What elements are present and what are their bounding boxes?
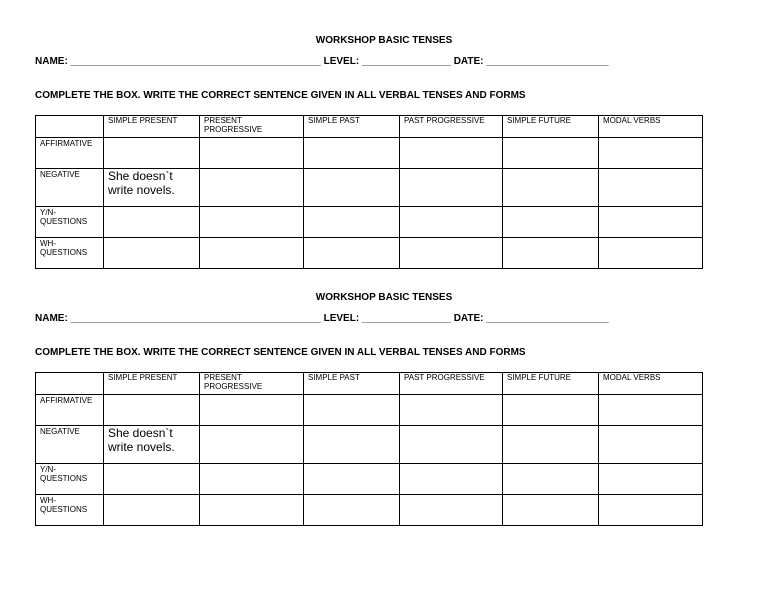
row-label: AFFIRMATIVE [36, 138, 104, 169]
table-row [36, 495, 703, 526]
column-header: SIMPLE FUTURE [503, 116, 599, 138]
answer-cell[interactable] [200, 395, 304, 426]
answer-cell[interactable] [400, 495, 503, 526]
tenses-table [35, 372, 703, 526]
table-row [36, 395, 703, 426]
answer-cell[interactable] [304, 426, 400, 464]
row-label: NEGATIVE [36, 169, 104, 207]
row-label: Y/N- QUESTIONS [36, 207, 104, 238]
column-header: PRESENT PROGRESSIVE [200, 116, 304, 138]
worksheet-title: WORKSHOP BASIC TENSES [315, 35, 453, 46]
tenses-table [35, 115, 703, 269]
table-row [36, 464, 703, 495]
row-label: AFFIRMATIVE [36, 395, 104, 426]
table-row [36, 207, 703, 238]
answer-cell[interactable] [304, 395, 400, 426]
instruction-text: COMPLETE THE BOX. WRITE THE CORRECT SENTENCE GIVEN IN ALL VERBAL TENSES AND FORMS [35, 347, 526, 358]
answer-cell[interactable] [503, 464, 599, 495]
answer-cell[interactable] [400, 395, 503, 426]
answer-cell[interactable] [200, 426, 304, 464]
worksheet-2 [0, 257, 768, 514]
header-row [36, 373, 703, 395]
answer-cell[interactable] [104, 207, 200, 238]
answer-cell[interactable] [599, 207, 703, 238]
corner-cell [36, 116, 104, 138]
answer-cell[interactable] [304, 495, 400, 526]
column-header: SIMPLE PAST [304, 116, 400, 138]
answer-cell[interactable] [599, 138, 703, 169]
answer-cell[interactable] [304, 207, 400, 238]
answer-cell[interactable] [104, 138, 200, 169]
answer-cell[interactable] [304, 464, 400, 495]
answer-cell[interactable] [503, 395, 599, 426]
answer-cell[interactable] [304, 169, 400, 207]
answer-cell[interactable] [200, 495, 304, 526]
row-label: Y/N- QUESTIONS [36, 464, 104, 495]
worksheet-title: WORKSHOP BASIC TENSES [315, 292, 453, 303]
answer-cell[interactable] [599, 395, 703, 426]
column-header: MODAL VERBS [599, 116, 703, 138]
answer-cell[interactable] [503, 495, 599, 526]
worksheet-1 [0, 0, 768, 257]
answer-cell[interactable] [104, 495, 200, 526]
column-header: SIMPLE PRESENT [104, 116, 200, 138]
answer-cell[interactable] [503, 207, 599, 238]
column-header: SIMPLE FUTURE [503, 373, 599, 395]
answer-cell[interactable] [503, 426, 599, 464]
corner-cell [36, 373, 104, 395]
example-sentence: She doesn`t write novels. [104, 426, 200, 464]
answer-cell[interactable] [400, 207, 503, 238]
column-header: SIMPLE PRESENT [104, 373, 200, 395]
instruction-text: COMPLETE THE BOX. WRITE THE CORRECT SENTENCE GIVEN IN ALL VERBAL TENSES AND FORMS [35, 90, 526, 101]
answer-cell[interactable] [400, 169, 503, 207]
answer-cell[interactable] [599, 169, 703, 207]
column-header: PAST PROGRESSIVE [400, 116, 503, 138]
answer-cell[interactable] [200, 207, 304, 238]
answer-cell[interactable] [200, 138, 304, 169]
answer-cell[interactable] [104, 395, 200, 426]
answer-cell[interactable] [503, 138, 599, 169]
column-header: PRESENT PROGRESSIVE [200, 373, 304, 395]
answer-cell[interactable] [200, 464, 304, 495]
answer-cell[interactable] [400, 464, 503, 495]
answer-cell[interactable] [200, 169, 304, 207]
table-row [36, 138, 703, 169]
answer-cell[interactable] [304, 138, 400, 169]
name-level-date-line: NAME: _____________________________________________ LEVEL: ________________ DATE: ______________________ [35, 313, 609, 324]
answer-cell[interactable] [599, 426, 703, 464]
column-header: MODAL VERBS [599, 373, 703, 395]
answer-cell[interactable] [503, 169, 599, 207]
answer-cell[interactable] [400, 138, 503, 169]
column-header: SIMPLE PAST [304, 373, 400, 395]
column-header: PAST PROGRESSIVE [400, 373, 503, 395]
table-row [36, 169, 703, 207]
row-label: WH- QUESTIONS [36, 495, 104, 526]
answer-cell[interactable] [400, 426, 503, 464]
answer-cell[interactable] [104, 464, 200, 495]
answer-cell[interactable] [599, 495, 703, 526]
example-sentence: She doesn`t write novels. [104, 169, 200, 207]
answer-cell[interactable] [599, 464, 703, 495]
table-row [36, 426, 703, 464]
row-label: NEGATIVE [36, 426, 104, 464]
row-label: WH- QUESTIONS [36, 238, 104, 269]
header-row [36, 116, 703, 138]
name-level-date-line: NAME: _____________________________________________ LEVEL: ________________ DATE: ______________________ [35, 56, 609, 67]
